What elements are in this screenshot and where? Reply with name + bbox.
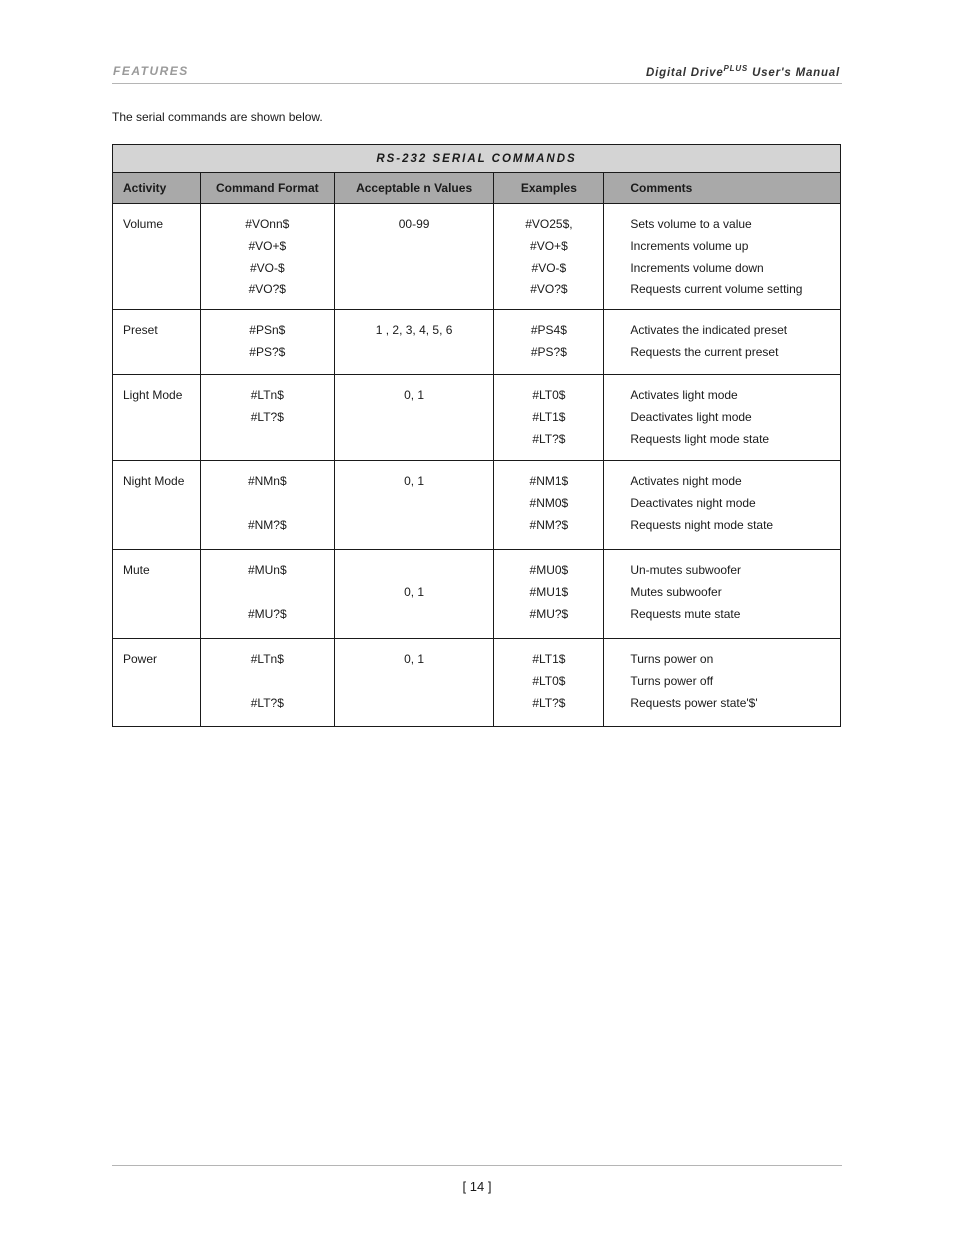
table-header-row [113, 173, 841, 204]
activity-cell: Power [113, 639, 201, 727]
examples-line: #PS?$ [530, 344, 567, 359]
command-format-cell [200, 461, 334, 550]
activity-cell: Mute [113, 550, 201, 639]
comments-cell [604, 204, 841, 310]
header-divider [112, 83, 842, 84]
examples-cell [494, 310, 604, 375]
comments-line: Activates light mode [630, 388, 738, 403]
acceptable-values-cell [334, 204, 494, 310]
comments-line: Requests the current preset [630, 344, 779, 359]
acceptable-values-cell [334, 310, 494, 375]
command-format-line: #LT?$ [250, 695, 284, 710]
section-title: FEATURES [113, 64, 189, 78]
activity-cell: Light Mode [113, 375, 201, 461]
comments-line: Requests current volume setting [630, 282, 803, 297]
manual-title-prefix: Digital Drive [646, 66, 724, 79]
acceptable-values-line [335, 560, 494, 582]
comments-line: Deactivates light mode [630, 409, 752, 424]
table-title-row [113, 145, 841, 173]
acceptable-values-cell [334, 461, 494, 550]
examples-line: #LT?$ [532, 695, 566, 710]
examples-line: #LT1$ [532, 652, 566, 667]
examples-line: #LT?$ [532, 431, 566, 446]
comments-line: Activates night mode [630, 474, 742, 489]
examples-cell [494, 204, 604, 310]
command-format-line: #VOnn$ [245, 217, 290, 231]
command-format-line: #PS?$ [249, 344, 286, 359]
examples-line: #NM0$ [529, 495, 569, 510]
command-format-line: #MU?$ [247, 606, 287, 621]
command-format-cell [200, 375, 334, 461]
acceptable-values-cell [334, 550, 494, 639]
comments-line: Requests night mode state [630, 517, 774, 532]
acceptable-values-line: 00-99 [398, 217, 430, 231]
column-header-activity: Activity [113, 173, 201, 204]
comments-line: Activates the indicated preset [630, 323, 788, 338]
examples-cell [494, 550, 604, 639]
comments-line: Sets volume to a value [630, 217, 752, 231]
acceptable-values-line: 1 , 2, 3, 4, 5, 6 [375, 323, 453, 338]
comments-line: Turns power on [630, 652, 714, 667]
command-format-cell [200, 310, 334, 375]
comments-line: Mutes subwoofer [630, 584, 722, 599]
examples-line: #LT0$ [532, 388, 566, 403]
command-format-line: #MUn$ [247, 563, 287, 578]
table-row [113, 310, 841, 375]
command-format-line: #LTn$ [250, 652, 284, 667]
examples-line: #MU0$ [529, 563, 569, 578]
examples-line: #LT0$ [532, 673, 566, 688]
table-row [113, 204, 841, 310]
examples-line: #MU1$ [529, 584, 569, 599]
table-body [113, 204, 841, 727]
comments-cell [604, 639, 841, 727]
comments-line: Turns power off [630, 673, 714, 688]
examples-cell [494, 639, 604, 727]
examples-line: #VO-$ [531, 260, 567, 275]
command-format-line: #NM?$ [247, 517, 287, 532]
command-format-line: #VO+$ [248, 238, 287, 253]
manual-title-sup: PLUS [723, 64, 749, 73]
command-format-line [201, 671, 334, 693]
acceptable-values-line: 0, 1 [404, 474, 425, 489]
acceptable-values-line: 0, 1 [404, 652, 425, 667]
table-row [113, 550, 841, 639]
command-format-line [201, 493, 334, 515]
examples-line: #MU?$ [529, 606, 569, 621]
comments-line: Requests power state'$' [630, 695, 758, 710]
intro-text: The serial commands are shown below. [112, 110, 323, 124]
table-row [113, 375, 841, 461]
command-format-cell [200, 639, 334, 727]
examples-line: #PS4$ [530, 323, 567, 338]
manual-title-suffix: User's Manual [748, 66, 840, 79]
examples-line: #VO25$, [525, 217, 573, 231]
table-title: RS-232 SERIAL COMMANDS [113, 145, 841, 173]
comments-cell [604, 461, 841, 550]
manual-title [646, 64, 840, 79]
comments-line: Deactivates night mode [630, 495, 756, 510]
comments-line: Requests light mode state [630, 431, 770, 446]
column-header-examples: Examples [494, 173, 604, 204]
command-format-line: #PSn$ [249, 323, 286, 338]
activity-cell: Night Mode [113, 461, 201, 550]
acceptable-values-line: 0, 1 [404, 584, 425, 599]
command-format-line: #VO?$ [248, 282, 286, 297]
command-format-cell [200, 204, 334, 310]
activity-cell: Preset [113, 310, 201, 375]
column-header-acceptable-values: Acceptable n Values [334, 173, 494, 204]
command-format-line [201, 582, 334, 604]
column-header-comments: Comments [604, 173, 841, 204]
page-number: [ 14 ] [462, 1179, 492, 1194]
comments-cell [604, 310, 841, 375]
examples-line: #VO+$ [530, 238, 568, 253]
comments-line: Requests mute state [630, 606, 741, 621]
activity-cell: Volume [113, 204, 201, 310]
acceptable-values-line: 0, 1 [404, 388, 425, 403]
acceptable-values-cell [334, 639, 494, 727]
command-format-line: #LTn$ [250, 388, 284, 403]
acceptable-values-cell [334, 375, 494, 461]
comments-line: Un-mutes subwoofer [630, 563, 742, 578]
comments-line: Increments volume down [630, 260, 764, 275]
command-format-cell [200, 550, 334, 639]
command-format-line: #LT?$ [250, 409, 284, 424]
examples-line: #LT1$ [532, 409, 566, 424]
serial-commands-table [112, 144, 841, 727]
comments-cell [604, 550, 841, 639]
examples-cell [494, 375, 604, 461]
table-row [113, 639, 841, 727]
column-header-command-format: Command Format [200, 173, 334, 204]
examples-cell [494, 461, 604, 550]
footer-divider [112, 1165, 842, 1166]
comments-line: Increments volume up [630, 238, 749, 253]
comments-cell [604, 375, 841, 461]
table-row [113, 461, 841, 550]
command-format-line: #VO-$ [249, 260, 285, 275]
examples-line: #NM1$ [529, 474, 569, 489]
examples-line: #VO?$ [530, 282, 568, 297]
examples-line: #NM?$ [529, 517, 569, 532]
command-format-line: #NMn$ [247, 474, 287, 489]
